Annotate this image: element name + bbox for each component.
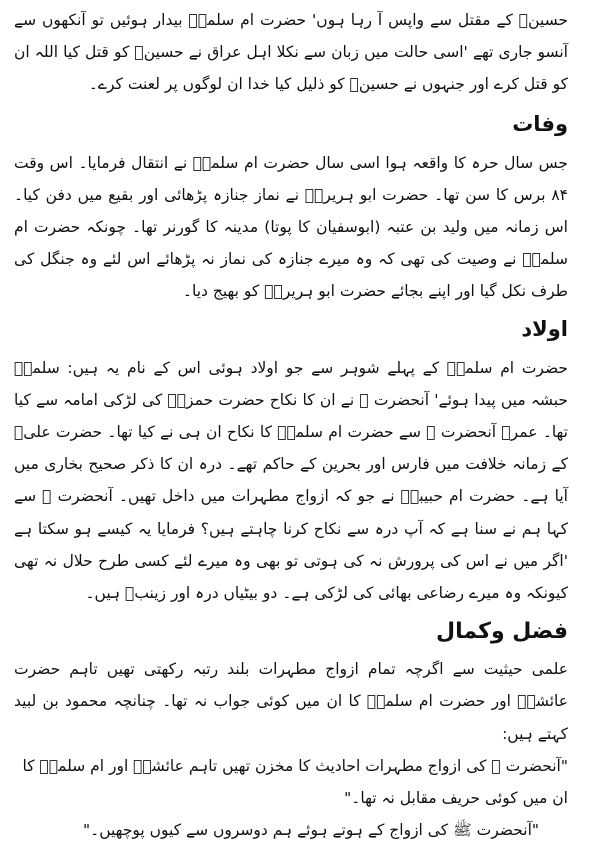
- intro-paragraph: حسینؓ کے مقتل سے واپس آ رہا ہوں' حضرت ام سلمہؓ بیدار ہوئیں تو آنکھوں سے آنسو جاری تھے 'اسی حالت میں زبان سے نکلا اہل عراق نے حسینؓ کو قتل کیا اللہ ان کو قتل کرے اور جنہوں نے حسینؓ کو ذلیل کیا خدا ان لوگوں پر لعنت کرے۔: [14, 11, 568, 94]
- wafat-paragraph: جس سال حرہ کا واقعہ ہوا اسی سال حضرت ام سلمہؓ نے انتقال فرمایا۔ اس وقت ۸۴ برس کا سن تھا۔ حضرت ابو ہریرہؓ نے نماز جنازہ پڑھائی اور بقیع میں دفن کیا۔ اس زمانہ میں ولید بن عتبہ (ابوسفیان کا پوتا) مدینہ کا گورنر تھا۔ چونکہ حضرت ام سلمہؓ نے وصیت کی تھی کہ وہ میرے جنازہ کی نماز نہ پڑھائے اس لئے وہ جنگل کی طرف نکل گیا اور اپنے بجائے حضرت ابو ہریرہؓ کو بھیج دیا۔: [14, 153, 568, 301]
- wafat-heading: وفات: [512, 111, 568, 136]
- quote-second: "آنحضرت ﷺ کی ازواج کے ہوتے ہوئے ہم دوسروں سے کیوں پوچھیں۔": [82, 821, 540, 840]
- quote-first: "آنحضرت ﷺ کی ازواج مطہرات احادیث کا مخزن تھیں تاہم عائشہؓ اور ام سلمہؓ کا ان میں کوئی حریف مقابل نہ تھا۔": [22, 756, 568, 808]
- fazl-paragraph: علمی حیثیت سے اگرچہ تمام ازواج مطہرات بلند رتبہ رکھتی تھیں تاہم حضرت عائشہؓ اور حضرت ام سلمہؓ کا ان میں کوئی جواب نہ تھا۔ چنانچہ محمود بن لبید کہتے ہیں:: [14, 660, 568, 743]
- aulad-paragraph: حضرت ام سلمہؓ کے پہلے شوہر سے جو اولاد ہوئی اس کے نام یہ ہیں: سلمہؓ حبشہ میں پیدا ہوئے' آنحضرت ﷺ نے ان کا نکاح حضرت حمزہؓ کی لڑکی امامہ سے کیا تھا۔ عمرؓ آنحضرت ﷺ سے حضرت ام سلمہؓ کا نکاح ان ہی نے کیا تھا۔ حضرت علیؓ کے زمانہ خلافت میں فارس اور بحرین کے حاکم تھے۔ درہ ان کا ذکر صحیح بخاری میں آیا ہے۔ حضرت ام حبیبہؓ نے جو کہ ازواج مطہرات میں داخل تھیں۔ آنحضرت ﷺ سے کہا ہم نے سنا ہے کہ آپ درہ سے نکاح کرنا چاہتے ہیں؟ فرمایا یہ کیسے ہو سکتا ہے 'اگر میں نے اس کی پرورش نہ کی ہوتی تو بھی وہ میرے لئے کسی طرح حلال نہ تھی کیونکہ وہ میرے رضاعی بھائی کی لڑکی ہے۔ دو بیٹیاں درہ اور زینبؓ ہیں۔: [14, 358, 568, 603]
- fazl-heading: فضل وکمال: [436, 619, 568, 645]
- aulad-heading: اولاد: [521, 316, 568, 341]
